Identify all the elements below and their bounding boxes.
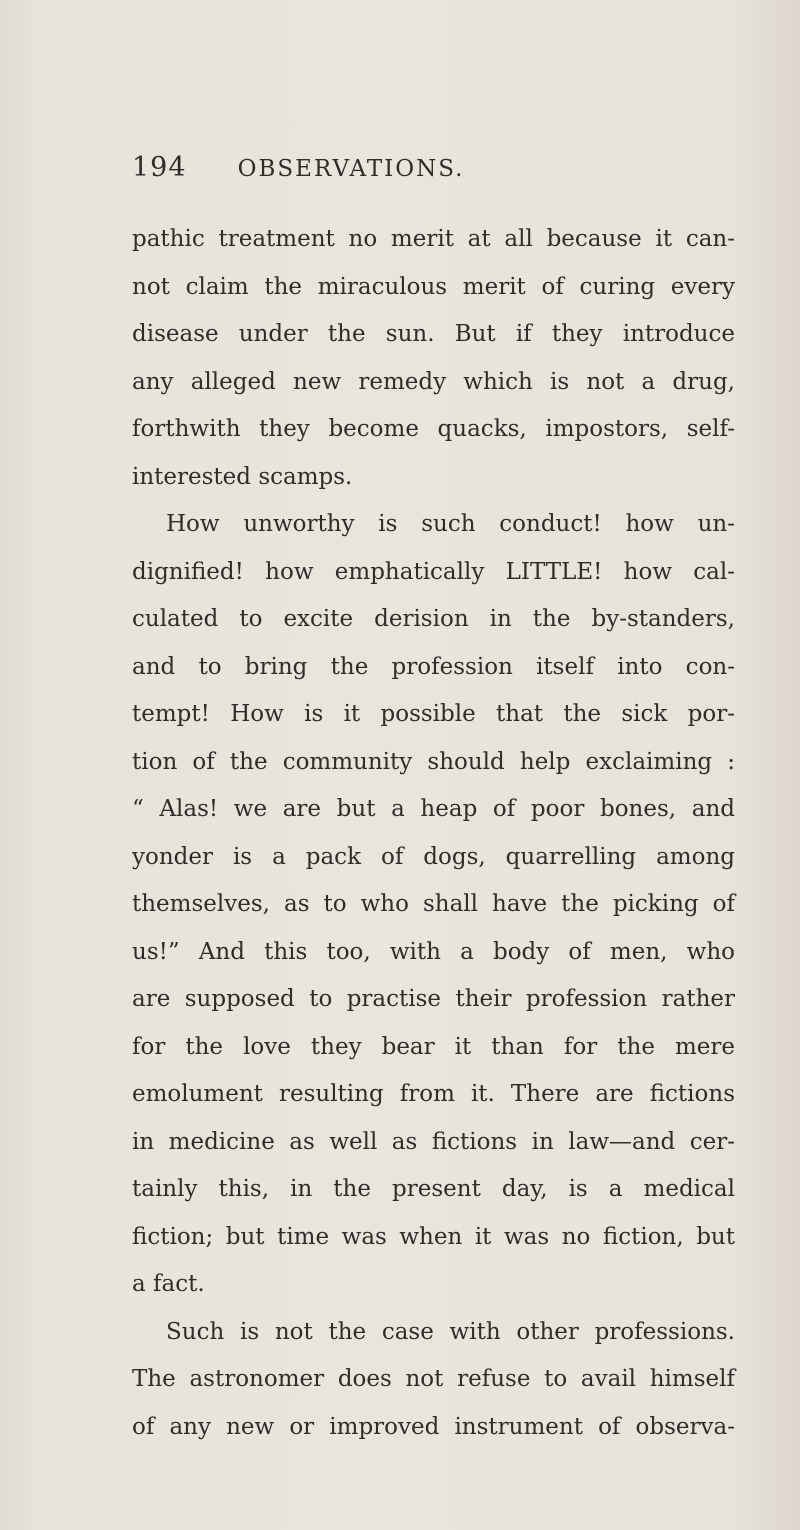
running-title: OBSERVATIONS. — [237, 156, 465, 182]
text-line: How unworthy is such conduct! how un- — [166, 511, 735, 537]
text-line: are supposed to practise their profession rather — [132, 986, 735, 1012]
text-line: for the love they bear it than for the mere — [132, 1033, 735, 1060]
text-line: tempt! How is it possible that the sick por- — [132, 701, 735, 727]
text-line: The astronomer does not refuse to avail himself — [132, 1366, 735, 1392]
text-line: interested scamps. — [132, 463, 353, 490]
text-line: any alleged new remedy which is not a drug, — [132, 368, 735, 395]
text-line: themselves, as to who shall have the picking of — [132, 891, 735, 917]
text-line: pathic treatment no merit at all because it can- — [132, 226, 735, 252]
text-line: disease under the sun. But if they introduce — [132, 321, 735, 347]
text-line: Such is not the case with other professions. — [166, 1318, 735, 1345]
text-line: culated to excite derision in the by-standers, — [132, 606, 735, 632]
running-head — [132, 152, 732, 196]
text-line: fiction; but time was when it was no fiction, but — [132, 1223, 735, 1250]
page-number: 194 — [132, 152, 187, 183]
text-line: forthwith they become quacks, impostors, self- — [132, 416, 735, 442]
body-text — [132, 216, 735, 1451]
text-line: not claim the miraculous merit of curing every — [132, 273, 735, 300]
text-line: of any new or improved instrument of observa- — [132, 1413, 735, 1440]
text-line: tainly this, in the present day, is a medical — [132, 1176, 735, 1202]
text-line: yonder is a pack of dogs, quarrelling among — [132, 843, 735, 870]
text-line: us!” And this too, with a body of men, who — [132, 938, 735, 965]
text-line: “ Alas! we are but a heap of poor bones, and — [132, 796, 735, 822]
text-line: emolument resulting from it. There are fictions — [132, 1081, 735, 1107]
text-line: tion of the community should help exclaiming : — [132, 748, 735, 775]
text-line: a fact. — [132, 1271, 205, 1297]
text-line: in medicine as well as fictions in law—and cer- — [132, 1128, 735, 1155]
text-line: and to bring the profession itself into con- — [132, 653, 735, 680]
text-line: dignified! how emphatically LITTLE! how cal- — [132, 558, 735, 585]
